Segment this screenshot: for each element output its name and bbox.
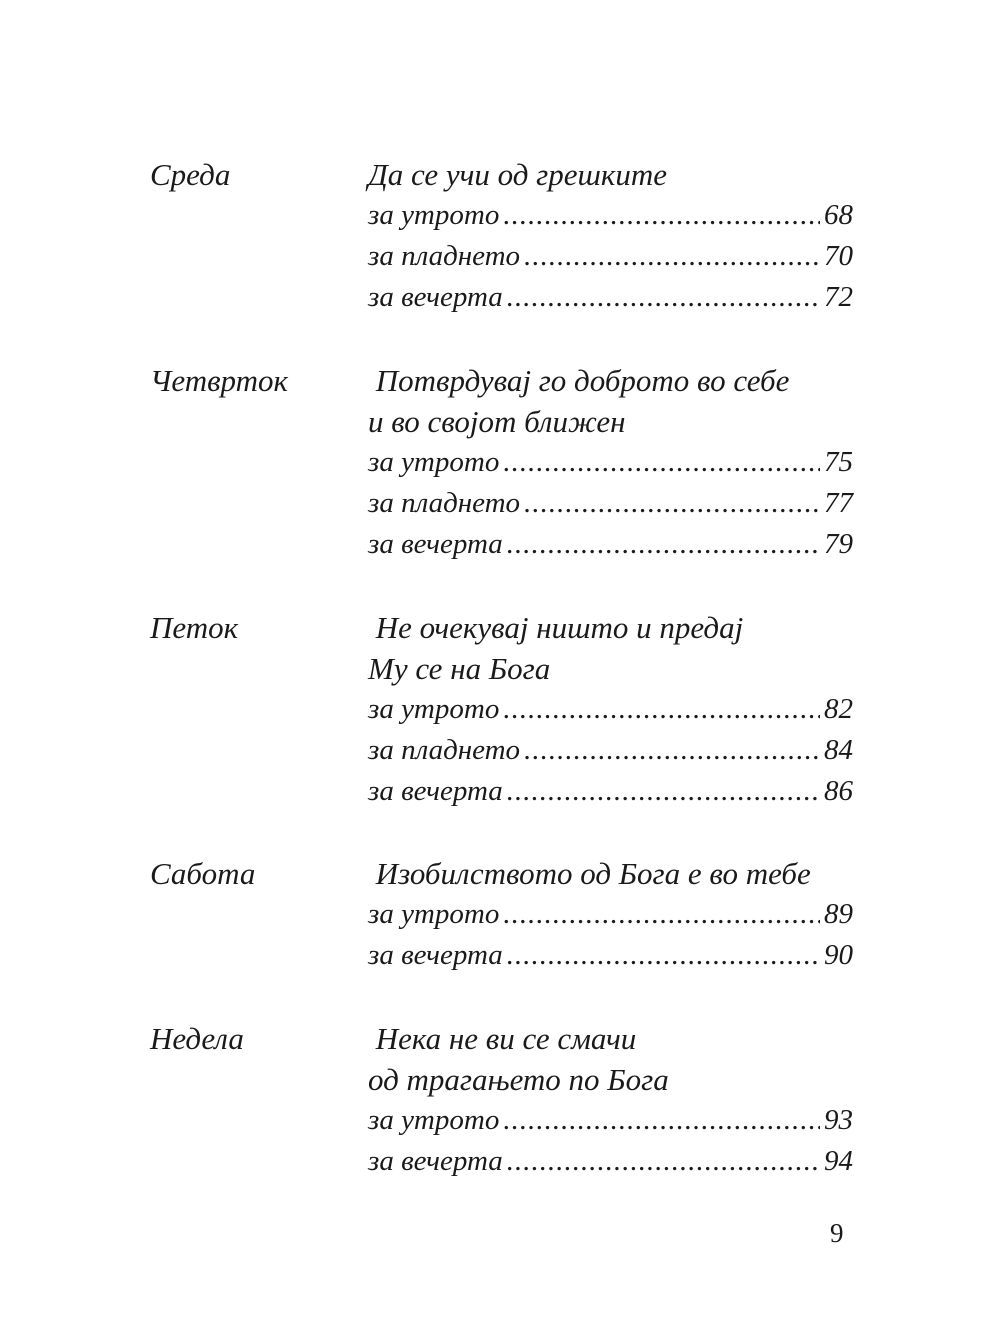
toc-entry xyxy=(368,277,853,318)
dot-leader xyxy=(503,894,820,935)
entry-label: за пладнето xyxy=(368,734,521,766)
section-title: Потврдувај го доброто во себе xyxy=(368,363,790,398)
entry-page-number: 75 xyxy=(824,446,853,478)
section-title: Изобилството од Бога е во тебе xyxy=(368,856,811,891)
entry-page-number: 93 xyxy=(824,1104,853,1136)
dot-leader xyxy=(507,524,820,565)
day-label: Четврток xyxy=(150,363,289,398)
toc-entry xyxy=(368,689,853,730)
toc-entry xyxy=(368,894,853,935)
dot-leader xyxy=(503,1100,820,1141)
entry-label: за утрото xyxy=(368,693,500,725)
section-title: и во својот ближен xyxy=(368,404,626,439)
entry-page-number: 84 xyxy=(824,734,853,766)
dot-leader xyxy=(503,442,820,483)
toc-entry xyxy=(368,771,853,812)
toc-entry xyxy=(368,195,853,236)
toc-entry xyxy=(368,1141,853,1182)
entry-label: за вечерта xyxy=(368,528,503,560)
section-title: Не очекувај ништо и предај xyxy=(368,610,744,645)
section-body xyxy=(368,1018,853,1182)
entry-page-number: 94 xyxy=(824,1145,853,1177)
entry-label: за пладнето xyxy=(368,240,521,272)
dot-leader xyxy=(524,730,820,771)
toc-entry xyxy=(368,935,853,976)
entry-page-number: 70 xyxy=(824,240,853,272)
section-title: од трагањето по Бога xyxy=(368,1062,669,1097)
toc-entry xyxy=(368,442,853,483)
dot-leader xyxy=(507,771,820,812)
dot-leader xyxy=(507,277,820,318)
day-label: Сабота xyxy=(150,856,256,891)
entry-label: за вечерта xyxy=(368,939,503,971)
day-label: Недела xyxy=(150,1021,244,1056)
entry-page-number: 79 xyxy=(824,528,853,560)
section-title: Му се на Бога xyxy=(368,651,551,686)
section-title: Нека не ви се смачи xyxy=(368,1021,637,1056)
entry-page-number: 89 xyxy=(824,898,853,930)
section-body xyxy=(368,360,853,565)
entry-label: за вечерта xyxy=(368,1145,503,1177)
entry-page-number: 68 xyxy=(824,199,853,231)
entry-label: за утрото xyxy=(368,898,500,930)
entry-label: за пладнето xyxy=(368,487,521,519)
dot-leader xyxy=(524,483,820,524)
toc-entry xyxy=(368,236,853,277)
entry-label: за утрото xyxy=(368,1104,500,1136)
entry-label: за вечерта xyxy=(368,775,503,807)
dot-leader xyxy=(524,236,820,277)
section-body xyxy=(368,607,853,812)
toc-entry xyxy=(368,483,853,524)
section-body xyxy=(368,853,853,976)
entry-page-number: 77 xyxy=(824,487,853,519)
entry-label: за утрото xyxy=(368,446,500,478)
page-number: 9 xyxy=(830,1218,844,1248)
day-label: Петок xyxy=(150,610,239,645)
entry-page-number: 72 xyxy=(824,281,853,313)
dot-leader xyxy=(503,689,820,730)
toc-entry xyxy=(368,730,853,771)
dot-leader xyxy=(507,1141,820,1182)
entry-label: за утрото xyxy=(368,199,500,231)
entry-page-number: 82 xyxy=(824,693,853,725)
section-body xyxy=(368,154,853,318)
section-title: Да се учи од грешките xyxy=(368,157,668,192)
entry-label: за вечерта xyxy=(368,281,503,313)
dot-leader xyxy=(503,195,820,236)
toc-entry xyxy=(368,524,853,565)
dot-leader xyxy=(507,935,820,976)
toc-entry xyxy=(368,1100,853,1141)
entry-page-number: 86 xyxy=(824,775,853,807)
entry-page-number: 90 xyxy=(824,939,853,971)
day-label: Среда xyxy=(150,157,231,192)
